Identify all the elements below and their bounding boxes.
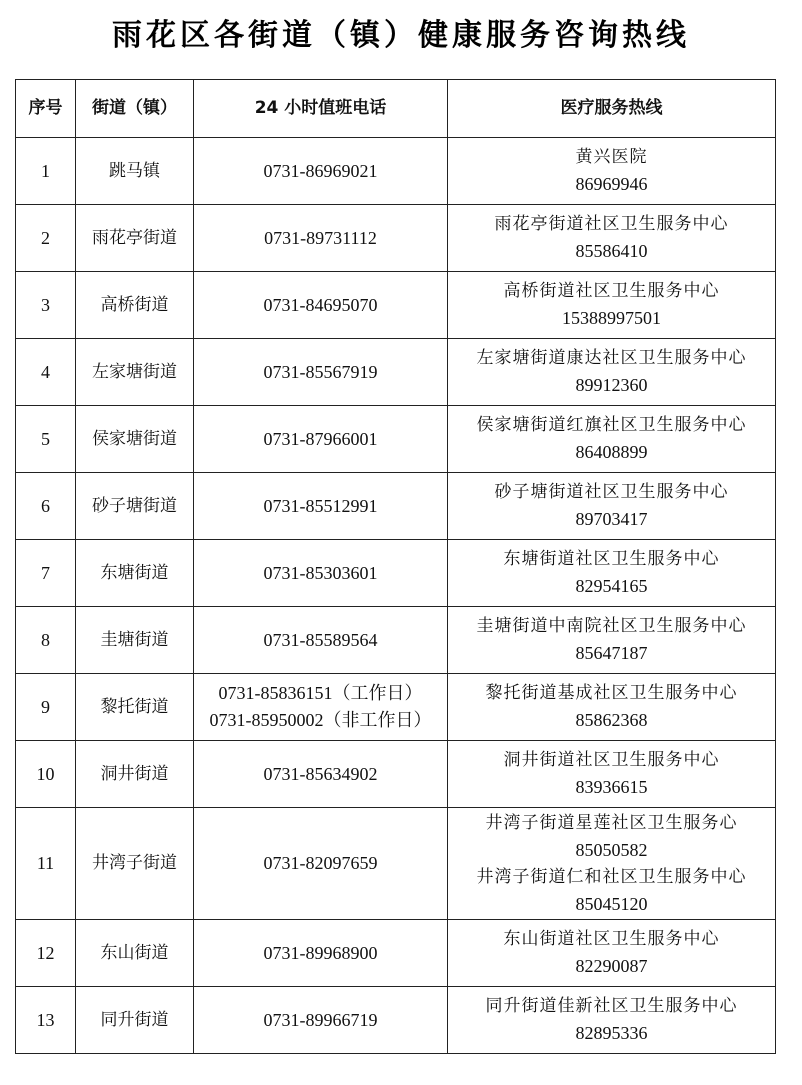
medical-hotline-cell xyxy=(448,741,776,808)
hotline-center-name: 井湾子街道仁和社区卫生服务中心 xyxy=(476,866,747,887)
duty-phone-cell xyxy=(194,607,448,674)
table-row xyxy=(16,272,776,339)
duty-phone-cell xyxy=(194,339,448,406)
medical-hotline-cell xyxy=(448,674,776,741)
row-number: 7 xyxy=(16,540,76,607)
street-name: 洞井街道 xyxy=(76,741,194,808)
row-number: 11 xyxy=(16,808,76,920)
table-row xyxy=(16,406,776,473)
table-row xyxy=(16,741,776,808)
row-number: 2 xyxy=(16,205,76,272)
hotline-center-name: 同升街道佳新社区卫生服务中心 xyxy=(485,996,738,1016)
street-name: 左家塘街道 xyxy=(76,339,194,406)
table-row xyxy=(16,540,776,607)
hotline-center-name: 圭塘街道中南院社区卫生服务中心 xyxy=(476,616,747,636)
header-medical-hotline: 医疗服务热线 xyxy=(448,80,776,138)
duty-phone: 0731-85950002（非工作日） xyxy=(209,710,432,730)
medical-hotline-cell xyxy=(448,138,776,205)
hotline-number: 82895336 xyxy=(575,1023,648,1043)
hotline-center-name: 黎托街道基成社区卫生服务中心 xyxy=(485,683,738,703)
table-body xyxy=(16,138,776,1054)
hotline-center-name: 砂子塘街道社区卫生服务中心 xyxy=(494,482,729,502)
duty-phone-cell xyxy=(194,741,448,808)
row-number: 9 xyxy=(16,674,76,741)
duty-phone: 0731-85567919 xyxy=(263,361,378,382)
duty-phone-cell xyxy=(194,540,448,607)
table-header-row xyxy=(16,80,776,138)
hotline-number: 89703417 xyxy=(575,509,648,529)
duty-phone: 0731-85836151（工作日） xyxy=(218,683,423,703)
hotline-number: 85050582 xyxy=(575,839,648,860)
street-name: 井湾子街道 xyxy=(76,808,194,920)
duty-phone: 0731-85303601 xyxy=(263,562,378,583)
hotline-number: 86969946 xyxy=(575,174,648,194)
duty-phone-cell xyxy=(194,138,448,205)
street-name: 同升街道 xyxy=(76,987,194,1054)
hotline-number: 82290087 xyxy=(575,956,648,976)
row-number: 8 xyxy=(16,607,76,674)
hotline-center-name: 东塘街道社区卫生服务中心 xyxy=(503,549,720,569)
hotline-center-name: 雨花亭街道社区卫生服务中心 xyxy=(494,214,729,234)
medical-hotline-cell xyxy=(448,987,776,1054)
table-row xyxy=(16,674,776,741)
street-name: 砂子塘街道 xyxy=(76,473,194,540)
hotline-center-name: 井湾子街道星莲社区卫生服务心 xyxy=(485,812,738,833)
header-duty-phone: 24 小时值班电话 xyxy=(194,80,448,138)
table-row xyxy=(16,920,776,987)
medical-hotline-cell xyxy=(448,920,776,987)
duty-phone: 0731-82097659 xyxy=(263,853,378,873)
hotline-number: 15388997501 xyxy=(562,308,661,328)
duty-phone: 0731-87966001 xyxy=(263,428,378,449)
medical-hotline-cell xyxy=(448,406,776,473)
duty-phone-cell xyxy=(194,406,448,473)
duty-phone-cell xyxy=(194,920,448,987)
medical-hotline-cell xyxy=(448,540,776,607)
street-name: 圭塘街道 xyxy=(76,607,194,674)
hotline-center-name: 东山街道社区卫生服务中心 xyxy=(503,929,720,949)
medical-hotline-cell xyxy=(448,272,776,339)
duty-phone: 0731-85634902 xyxy=(263,763,378,784)
hotline-number: 83936615 xyxy=(575,777,648,797)
medical-hotline-cell xyxy=(448,808,776,920)
header-number: 序号 xyxy=(16,80,76,138)
hotline-number: 86408899 xyxy=(575,442,648,462)
table-row xyxy=(16,808,776,920)
row-number: 12 xyxy=(16,920,76,987)
hotline-number: 82954165 xyxy=(575,576,648,596)
medical-hotline-cell xyxy=(448,339,776,406)
duty-phone-cell xyxy=(194,808,448,920)
row-number: 3 xyxy=(16,272,76,339)
hotline-center-name: 侯家塘街道红旗社区卫生服务中心 xyxy=(476,415,747,435)
duty-phone: 0731-89968900 xyxy=(263,942,378,963)
hotline-center-name: 黄兴医院 xyxy=(575,147,648,167)
hotline-number: 85586410 xyxy=(575,241,648,261)
street-name: 雨花亭街道 xyxy=(76,205,194,272)
duty-phone: 0731-86969021 xyxy=(263,160,378,181)
row-number: 6 xyxy=(16,473,76,540)
duty-phone-cell xyxy=(194,205,448,272)
table-row xyxy=(16,987,776,1054)
table-row xyxy=(16,473,776,540)
row-number: 1 xyxy=(16,138,76,205)
hotline-number: 85045120 xyxy=(575,893,648,914)
hotline-table xyxy=(15,79,776,1054)
duty-phone-cell xyxy=(194,674,448,741)
hotline-number: 85647187 xyxy=(575,643,648,663)
hotline-number: 89912360 xyxy=(575,375,648,395)
medical-hotline-cell xyxy=(448,205,776,272)
duty-phone: 0731-85589564 xyxy=(263,629,378,650)
row-number: 13 xyxy=(16,987,76,1054)
header-street: 街道（镇） xyxy=(76,80,194,138)
hotline-center-name: 洞井街道社区卫生服务中心 xyxy=(503,750,720,770)
hotline-center-name: 高桥街道社区卫生服务中心 xyxy=(503,281,720,301)
row-number: 5 xyxy=(16,406,76,473)
row-number: 10 xyxy=(16,741,76,808)
hotline-number: 85862368 xyxy=(575,710,648,730)
duty-phone-cell xyxy=(194,987,448,1054)
table-row xyxy=(16,138,776,205)
duty-phone: 0731-85512991 xyxy=(263,495,378,516)
hotline-center-name: 左家塘街道康达社区卫生服务中心 xyxy=(476,348,747,368)
table-row xyxy=(16,339,776,406)
duty-phone-cell xyxy=(194,473,448,540)
medical-hotline-cell xyxy=(448,607,776,674)
row-number: 4 xyxy=(16,339,76,406)
street-name: 东山街道 xyxy=(76,920,194,987)
duty-phone: 0731-84695070 xyxy=(263,294,378,315)
street-name: 跳马镇 xyxy=(76,138,194,205)
duty-phone: 0731-89966719 xyxy=(263,1009,378,1030)
table-row xyxy=(16,607,776,674)
street-name: 黎托街道 xyxy=(76,674,194,741)
street-name: 高桥街道 xyxy=(76,272,194,339)
table-row xyxy=(16,205,776,272)
street-name: 侯家塘街道 xyxy=(76,406,194,473)
street-name: 东塘街道 xyxy=(76,540,194,607)
duty-phone-cell xyxy=(194,272,448,339)
duty-phone: 0731-89731112 xyxy=(264,227,377,248)
page-title: 雨花区各街道（镇）健康服务咨询热线 xyxy=(112,18,690,53)
medical-hotline-cell xyxy=(448,473,776,540)
